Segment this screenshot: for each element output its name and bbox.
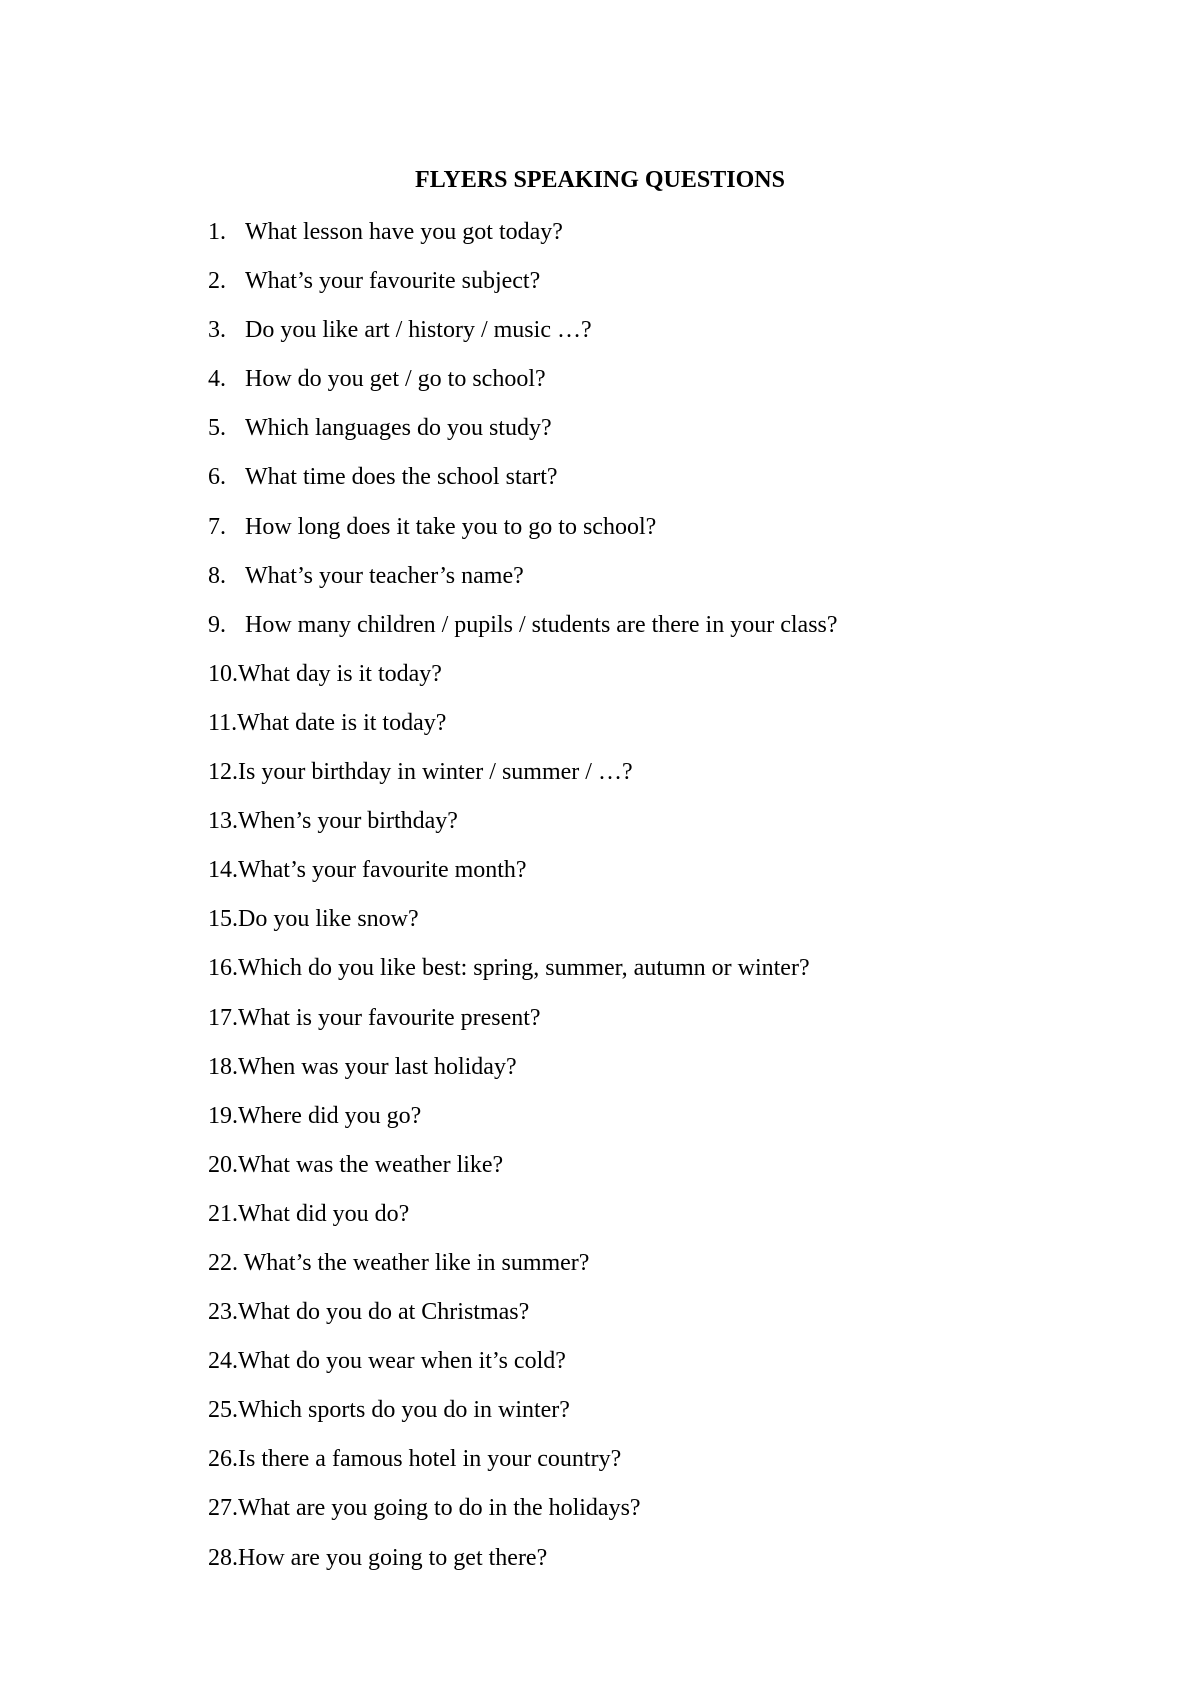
question-text: What’s your favourite month? [238,857,527,884]
question-text: What lesson have you got today? [245,219,563,245]
question-number: 10. [208,660,238,687]
question-text: Where did you go? [238,1102,422,1129]
question-number: 2. [208,268,226,295]
question-item [208,1394,1108,1443]
question-number: 26. [208,1446,238,1473]
question-number: 14. [208,857,238,884]
question-text: Do you like art / history / music …? [245,317,592,344]
question-number: 28. [208,1544,238,1571]
question-text: What was the weather like? [238,1151,504,1178]
question-text: What’s your teacher’s name? [245,562,524,589]
question-item [208,216,1108,265]
question-item [208,658,1108,707]
question-number: 4. [208,366,226,393]
question-item [208,363,1108,412]
question-text: What do you do at Christmas? [238,1299,530,1326]
question-text: What day is it today? [238,660,442,687]
question-number: 13. [208,808,238,835]
question-number: 24. [208,1348,238,1375]
question-text: Which do you like best: spring, summer, autumn or winter? [238,955,810,982]
question-text: Is there a famous hotel in your country? [238,1446,622,1473]
question-text: When’s your birthday? [238,808,458,835]
question-item [208,1296,1108,1345]
question-number: 19. [208,1102,238,1129]
question-item [208,805,1108,854]
question-item [208,756,1108,805]
question-item [208,1051,1108,1100]
question-number: 20. [208,1151,238,1178]
question-number: 9. [208,611,226,638]
question-number: 15. [208,906,238,933]
question-number: 27. [208,1495,238,1522]
question-text: How long does it take you to go to school? [245,513,657,540]
question-item [208,1149,1108,1198]
question-text: Which languages do you study? [245,415,552,442]
question-number: 6. [208,464,226,491]
question-item [208,314,1108,363]
question-number: 1. [208,219,226,245]
question-number: 21. [208,1200,238,1227]
question-item [208,707,1108,756]
question-item [208,1002,1108,1051]
question-item [208,1492,1108,1541]
question-item [208,854,1108,903]
question-text: How do you get / go to school? [245,366,546,393]
question-item [208,511,1108,560]
question-item [208,1345,1108,1394]
question-number: 18. [208,1053,238,1080]
question-number: 16. [208,955,238,982]
question-item [208,412,1108,461]
question-text: How are you going to get there? [238,1544,548,1571]
question-text: What date is it today? [237,709,447,736]
question-text: What’s your favourite subject? [245,268,541,295]
question-text: What’s the weather like in summer? [238,1249,590,1276]
question-item [208,265,1108,314]
question-item [208,903,1108,952]
question-text: How many children / pupils / students are there in your class? [245,611,838,638]
question-number: 25. [208,1397,238,1424]
document-title: FLYERS SPEAKING QUESTIONS [415,167,785,193]
question-item [208,609,1108,658]
question-text: Which sports do you do in winter? [238,1397,570,1424]
question-list [208,216,1108,1591]
question-number: 17. [208,1004,238,1031]
question-number: 5. [208,415,226,442]
question-text: Is your birthday in winter / summer / …? [238,759,633,786]
question-number: 8. [208,562,226,589]
question-text: What time does the school start? [245,464,558,491]
question-item [208,461,1108,510]
question-text: What did you do? [238,1200,410,1227]
question-text: What is your favourite present? [238,1004,541,1031]
question-number: 22. [208,1249,238,1276]
question-item [208,560,1108,609]
question-item [208,1100,1108,1149]
question-number: 11. [208,709,238,736]
question-number: 23. [208,1299,238,1326]
question-number: 7. [208,513,226,540]
question-text: What are you going to do in the holidays? [238,1495,641,1522]
question-item [208,952,1108,1001]
question-item [208,1443,1108,1492]
question-number: 3. [208,317,226,344]
question-number: 12. [208,759,238,786]
question-text: What do you wear when it’s cold? [238,1348,566,1375]
question-text: Do you like snow? [238,906,419,933]
question-text: When was your last holiday? [238,1053,517,1080]
question-item [208,1198,1108,1247]
question-item [208,1247,1108,1296]
question-item [208,1542,1108,1591]
